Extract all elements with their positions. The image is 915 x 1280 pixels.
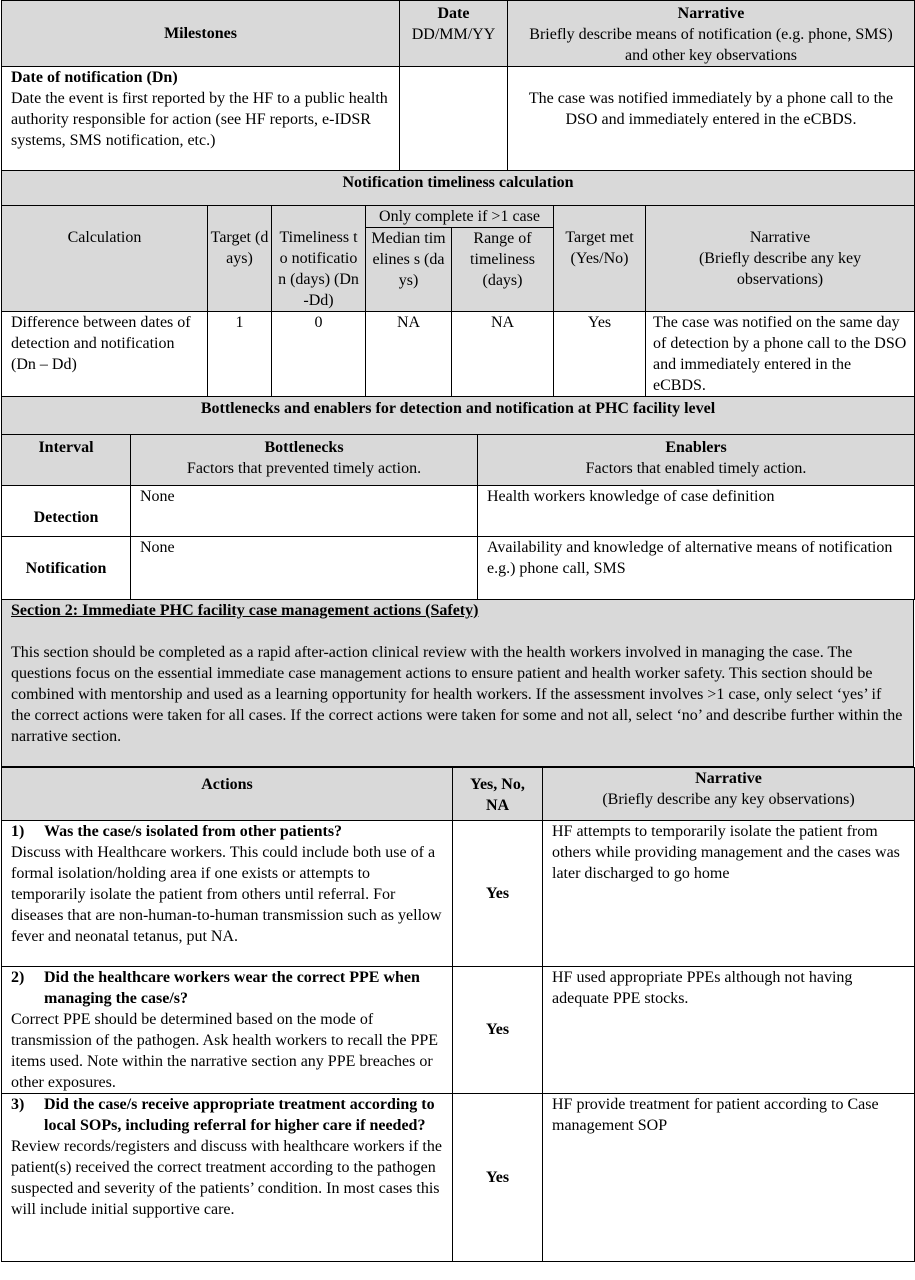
enablers-header: [478, 435, 915, 486]
actions-narrative-header: [543, 767, 915, 820]
timeliness-narrative-cell: The case was notified on the same day of detection by a phone call to the DSO and immediately entered in the eCBDS.: [646, 311, 915, 396]
notification-date-row-label: [2, 67, 400, 171]
action-1-question: [11, 821, 443, 842]
yes-no-header: Yes, No, NA: [453, 767, 543, 820]
notification-date-value: [400, 67, 508, 171]
calculation-cell: Difference between dates of detection and notification (Dn – Dd): [2, 311, 208, 396]
notification-narrative: The case was notified immediately by a phone call to the DSO and immediately entered in the eCBDS.: [508, 67, 915, 171]
action-row-3: [2, 1093, 453, 1261]
actions-header: Actions: [2, 767, 453, 820]
action-1-narrative: HF attempts to temporarily isolate the patient from others while providing management and the cases was later discharged to go home: [543, 820, 915, 966]
action-3-question-text: Did the case/s receive appropriate treatment according to local SOPs, including referral for higher care if needed?: [44, 1095, 435, 1134]
action-3-number: 3): [11, 1095, 25, 1113]
action-2-answer: Yes: [453, 966, 543, 1093]
enabler-notification: Availability and knowledge of alternative means of notification e.g.) phone call, SMS: [478, 537, 915, 600]
narrative-header-desc: Briefly describe means of notification (e.g. phone, SMS) and other key observations: [529, 26, 893, 64]
only-complete-header: Only complete if >1 case: [366, 205, 554, 227]
action-1-desc: Discuss with Healthcare workers. This could include both use of a formal isolation/holding area if one exists or attempts to temporarily isolate the patient from others until referral. For diseases that are non-human-to-human transmission such as yellow fever and neonatal tetanus, put NA.: [11, 843, 442, 945]
bottlenecks-header: [131, 435, 478, 486]
section2-intro: This section should be completed as a rapid after-action clinical review with the health workers involved in managing the case. The questions focus on the essential immediate case management actions to ensure patient and health worker safety. This section should be combined with mentorship and used as a learning opportunity for health workers. If the assessment involves >1 case, only select ‘yes’ if the correct actions were taken for all cases. If the correct actions were taken for some and not all, select ‘no’ and describe further within the narrative section.: [11, 644, 903, 745]
actions-narrative-title: Narrative: [695, 769, 762, 787]
document-page: [1, 0, 914, 1262]
action-2-number: 2): [11, 968, 25, 986]
range-cell: NA: [452, 311, 554, 396]
median-header: Median timelines s (days): [366, 227, 452, 311]
action-2-question-text: Did the healthcare workers wear the correct PPE when managing the case/s?: [44, 968, 420, 1007]
milestones-table: [1, 0, 915, 171]
enablers-header-title: Enablers: [665, 439, 727, 456]
action-2-desc: Correct PPE should be determined based on the mode of transmission of the pathogen. Ask health workers to recall the PPE items used. Note within the narrative section any PPE breaches or other exposures.: [11, 1010, 439, 1091]
section2-title: Section 2: Immediate PHC facility case management actions (Safety): [11, 602, 479, 619]
action-3-desc: Review records/registers and discuss with healthcare workers if the patient(s) received the correct treatment according to the pathogen suspected and severity of the patients’ condition. In most cases this will include initial supportive care.: [11, 1137, 442, 1218]
date-header-format: DD/MM/YY: [411, 26, 496, 43]
milestones-header: Milestones: [2, 1, 400, 67]
median-cell: NA: [366, 311, 452, 396]
bottlenecks-table: [1, 397, 915, 601]
notification-date-desc: Date the event is first reported by the HF to a public health authority responsible for action (see HF reports, e-IDSR systems, SMS notification, etc.): [11, 90, 388, 149]
timeliness-narrative-title: Narrative: [749, 228, 811, 246]
enabler-detection: Health workers knowledge of case definition: [478, 486, 915, 537]
action-1-answer: Yes: [453, 820, 543, 966]
timeliness-narrative-header: [646, 205, 915, 311]
target-met-cell: Yes: [554, 311, 646, 396]
bottlenecks-header-title: Bottlenecks: [264, 439, 344, 456]
section2-box: [2, 600, 914, 766]
timeliness-narrative-desc: (Briefly describe any key observations): [698, 249, 862, 288]
timeliness-cell: 0: [272, 311, 366, 396]
bottlenecks-section-title: Bottlenecks and enablers for detection and notification at PHC facility level: [2, 397, 915, 435]
action-row-2: [2, 966, 453, 1093]
action-2-question: [11, 967, 443, 1009]
actions-narrative-desc: (Briefly describe any key observations): [602, 790, 855, 808]
timeliness-table: [1, 171, 915, 397]
section2-table: [1, 600, 914, 767]
timeliness-header: Timeliness to notification (days) (Dn-Dd): [272, 205, 366, 311]
actions-table: [1, 767, 915, 1262]
action-2-narrative: HF used appropriate PPEs although not having adequate PPE stocks.: [543, 966, 915, 1093]
date-header: [400, 1, 508, 67]
date-header-title: Date: [437, 5, 470, 22]
target-met-header: Target met (Yes/No): [554, 205, 646, 311]
narrative-header-title: Narrative: [677, 5, 745, 22]
interval-notification: Notification: [2, 537, 131, 600]
action-1-question-text: Was the case/s isolated from other patients?: [44, 822, 343, 840]
action-row-1: [2, 820, 453, 966]
interval-header: Interval: [2, 435, 131, 486]
notification-date-title: Date of notification (Dn): [11, 69, 178, 86]
bottleneck-notification: None: [131, 537, 478, 600]
action-3-narrative: HF provide treatment for patient according to Case management SOP: [543, 1093, 915, 1261]
bottleneck-detection: None: [131, 486, 478, 537]
timeliness-section-title: Notification timeliness calculation: [2, 171, 915, 205]
action-3-question: [11, 1094, 443, 1136]
bottlenecks-header-desc: Factors that prevented timely action.: [186, 460, 422, 477]
range-header: Range of timeliness (days): [452, 227, 554, 311]
enablers-header-desc: Factors that enabled timely action.: [585, 460, 807, 477]
target-header: Target (days): [208, 205, 272, 311]
action-3-answer: Yes: [453, 1093, 543, 1261]
action-1-number: 1): [11, 822, 25, 840]
interval-detection: Detection: [2, 486, 131, 537]
calculation-header: Calculation: [2, 205, 208, 311]
target-cell: 1: [208, 311, 272, 396]
narrative-header: [508, 1, 915, 67]
